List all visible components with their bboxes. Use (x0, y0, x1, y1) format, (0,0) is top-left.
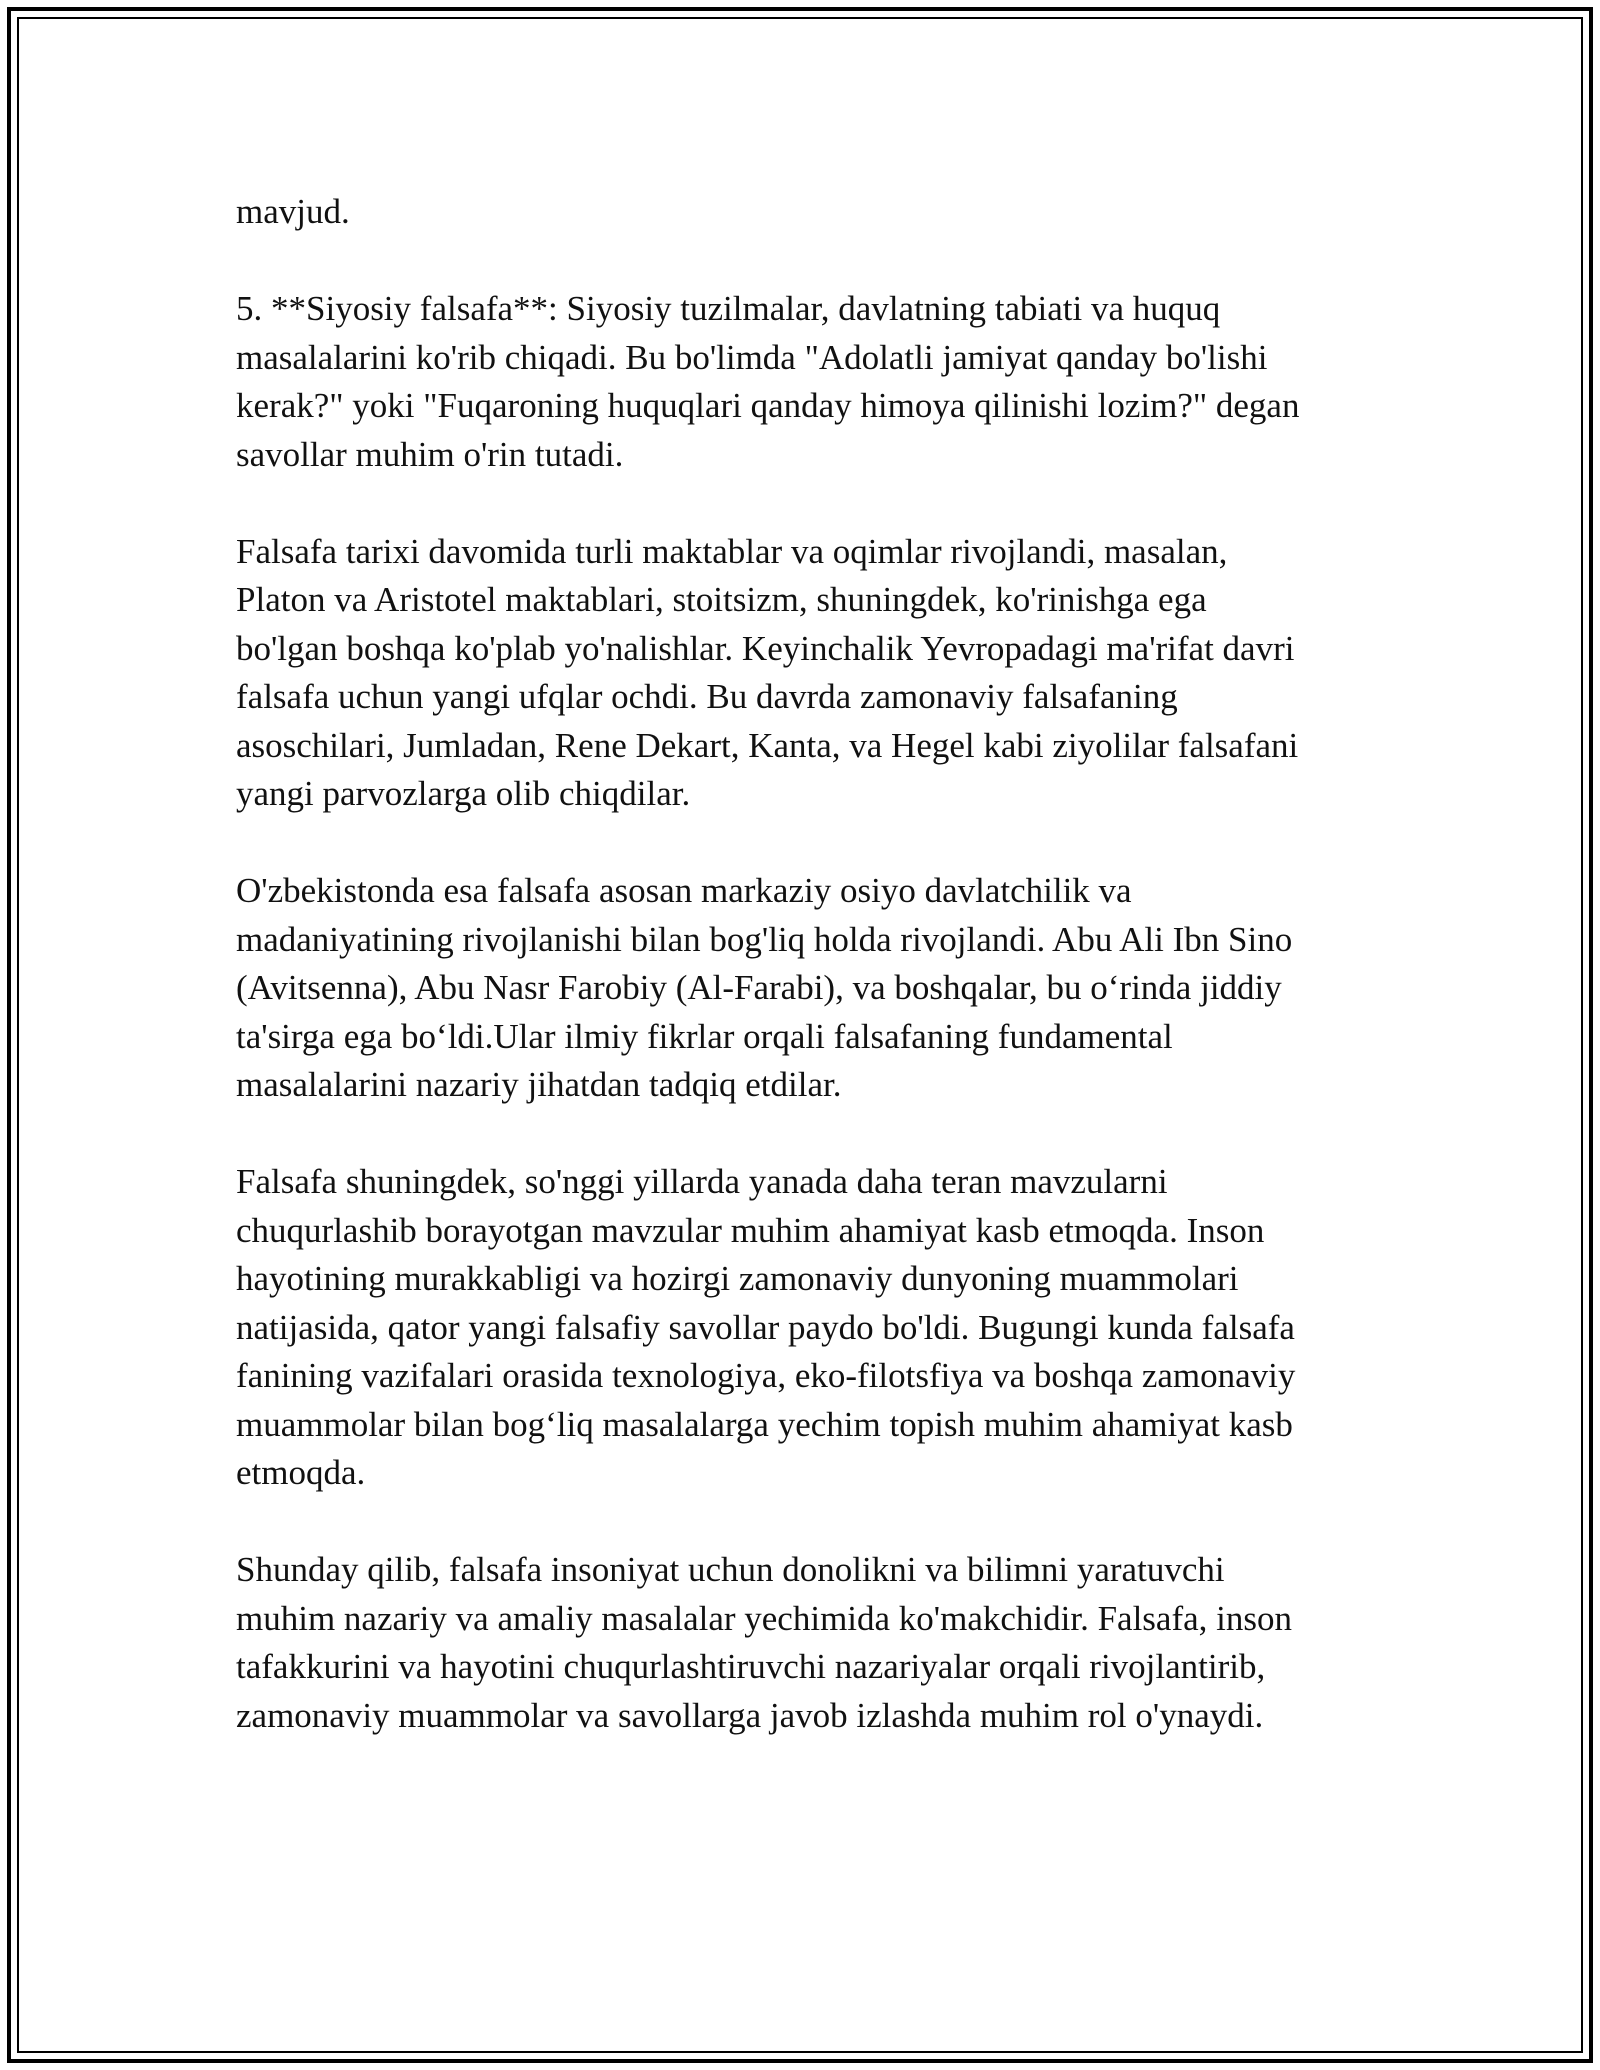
paragraph-continuation: mavjud. (236, 192, 350, 231)
paragraph-political-philosophy: 5. **Siyosiy falsafa**: Siyosiy tuzilmalar, davlatning tabiati va huquq masalalarini ko'rib chiqadi. Bu bo'limda "Adolatli jamiyat qanday bo'lishi kerak?" yoki "Fuqaroning huquqlari qanday himoya qilinishi lozim?" degan savollar muhim o'rin tutadi. (236, 289, 1300, 474)
paragraph-modern-topics: Falsafa shuningdek, so'nggi yillarda yanada daha teran mavzularni chuqurlashib borayotgan mavzular muhim ahamiyat kasb etmoqda. Inson hayotining murakkabligi va hozirgi zamonaviy dunyoning muammolari natijasida, qator yangi falsafiy savollar paydo bo'ldi. Bugungi kunda falsafa fanining vazifalari orasida texnologiya, eko-filotsfiya va boshqa zamonaviy muammolar bilan bog‘liq masalalarga yechim topish muhim ahamiyat kasb etmoqda. (236, 1162, 1296, 1492)
paragraph-history-of-philosophy: Falsafa tarixi davomida turli maktablar va oqimlar rivojlandi, masalan, Platon va Aristotel maktablari, stoitsizm, shuningdek, ko'rinishga ega bo'lgan boshqa ko'plab yo'nalishlar. Keyinchalik Yevropadagi ma'rifat davri falsafa uchun yangi ufqlar ochdi. Bu davrda zamonaviy falsafaning asoschilari, Jumladan, Rene Dekart, Kanta, va Hegel kabi ziyolilar falsafani yangi parvozlarga olib chiqdilar. (236, 531, 1299, 813)
document-body (236, 188, 1366, 1789)
paragraph-conclusion: Shunday qilib, falsafa insoniyat uchun donolikni va bilimni yaratuvchi muhim nazariy va amaliy masalalar yechimida ko'makchidir. Falsafa, inson tafakkurini va hayotini chuqurlashtiruvchi nazariyalar orqali rivojlantirib, zamonaviy muammolar va savollarga javob izlashda muhim rol o'ynaydi. (236, 1550, 1292, 1735)
paragraph-uzbekistan-philosophy: O'zbekistonda esa falsafa asosan markaziy osiyo davlatchilik va madaniyatining rivojlanishi bilan bog'liq holda rivojlandi. Abu Ali Ibn Sino (Avitsenna), Abu Nasr Farobiy (Al-Farabi), va boshqalar, bu o‘rinda jiddiy ta'sirga ega bo‘ldi.Ular ilmiy fikrlar orqali falsafaning fundamental masalalarini nazariy jihatdan tadqiq etdilar. (236, 871, 1293, 1104)
